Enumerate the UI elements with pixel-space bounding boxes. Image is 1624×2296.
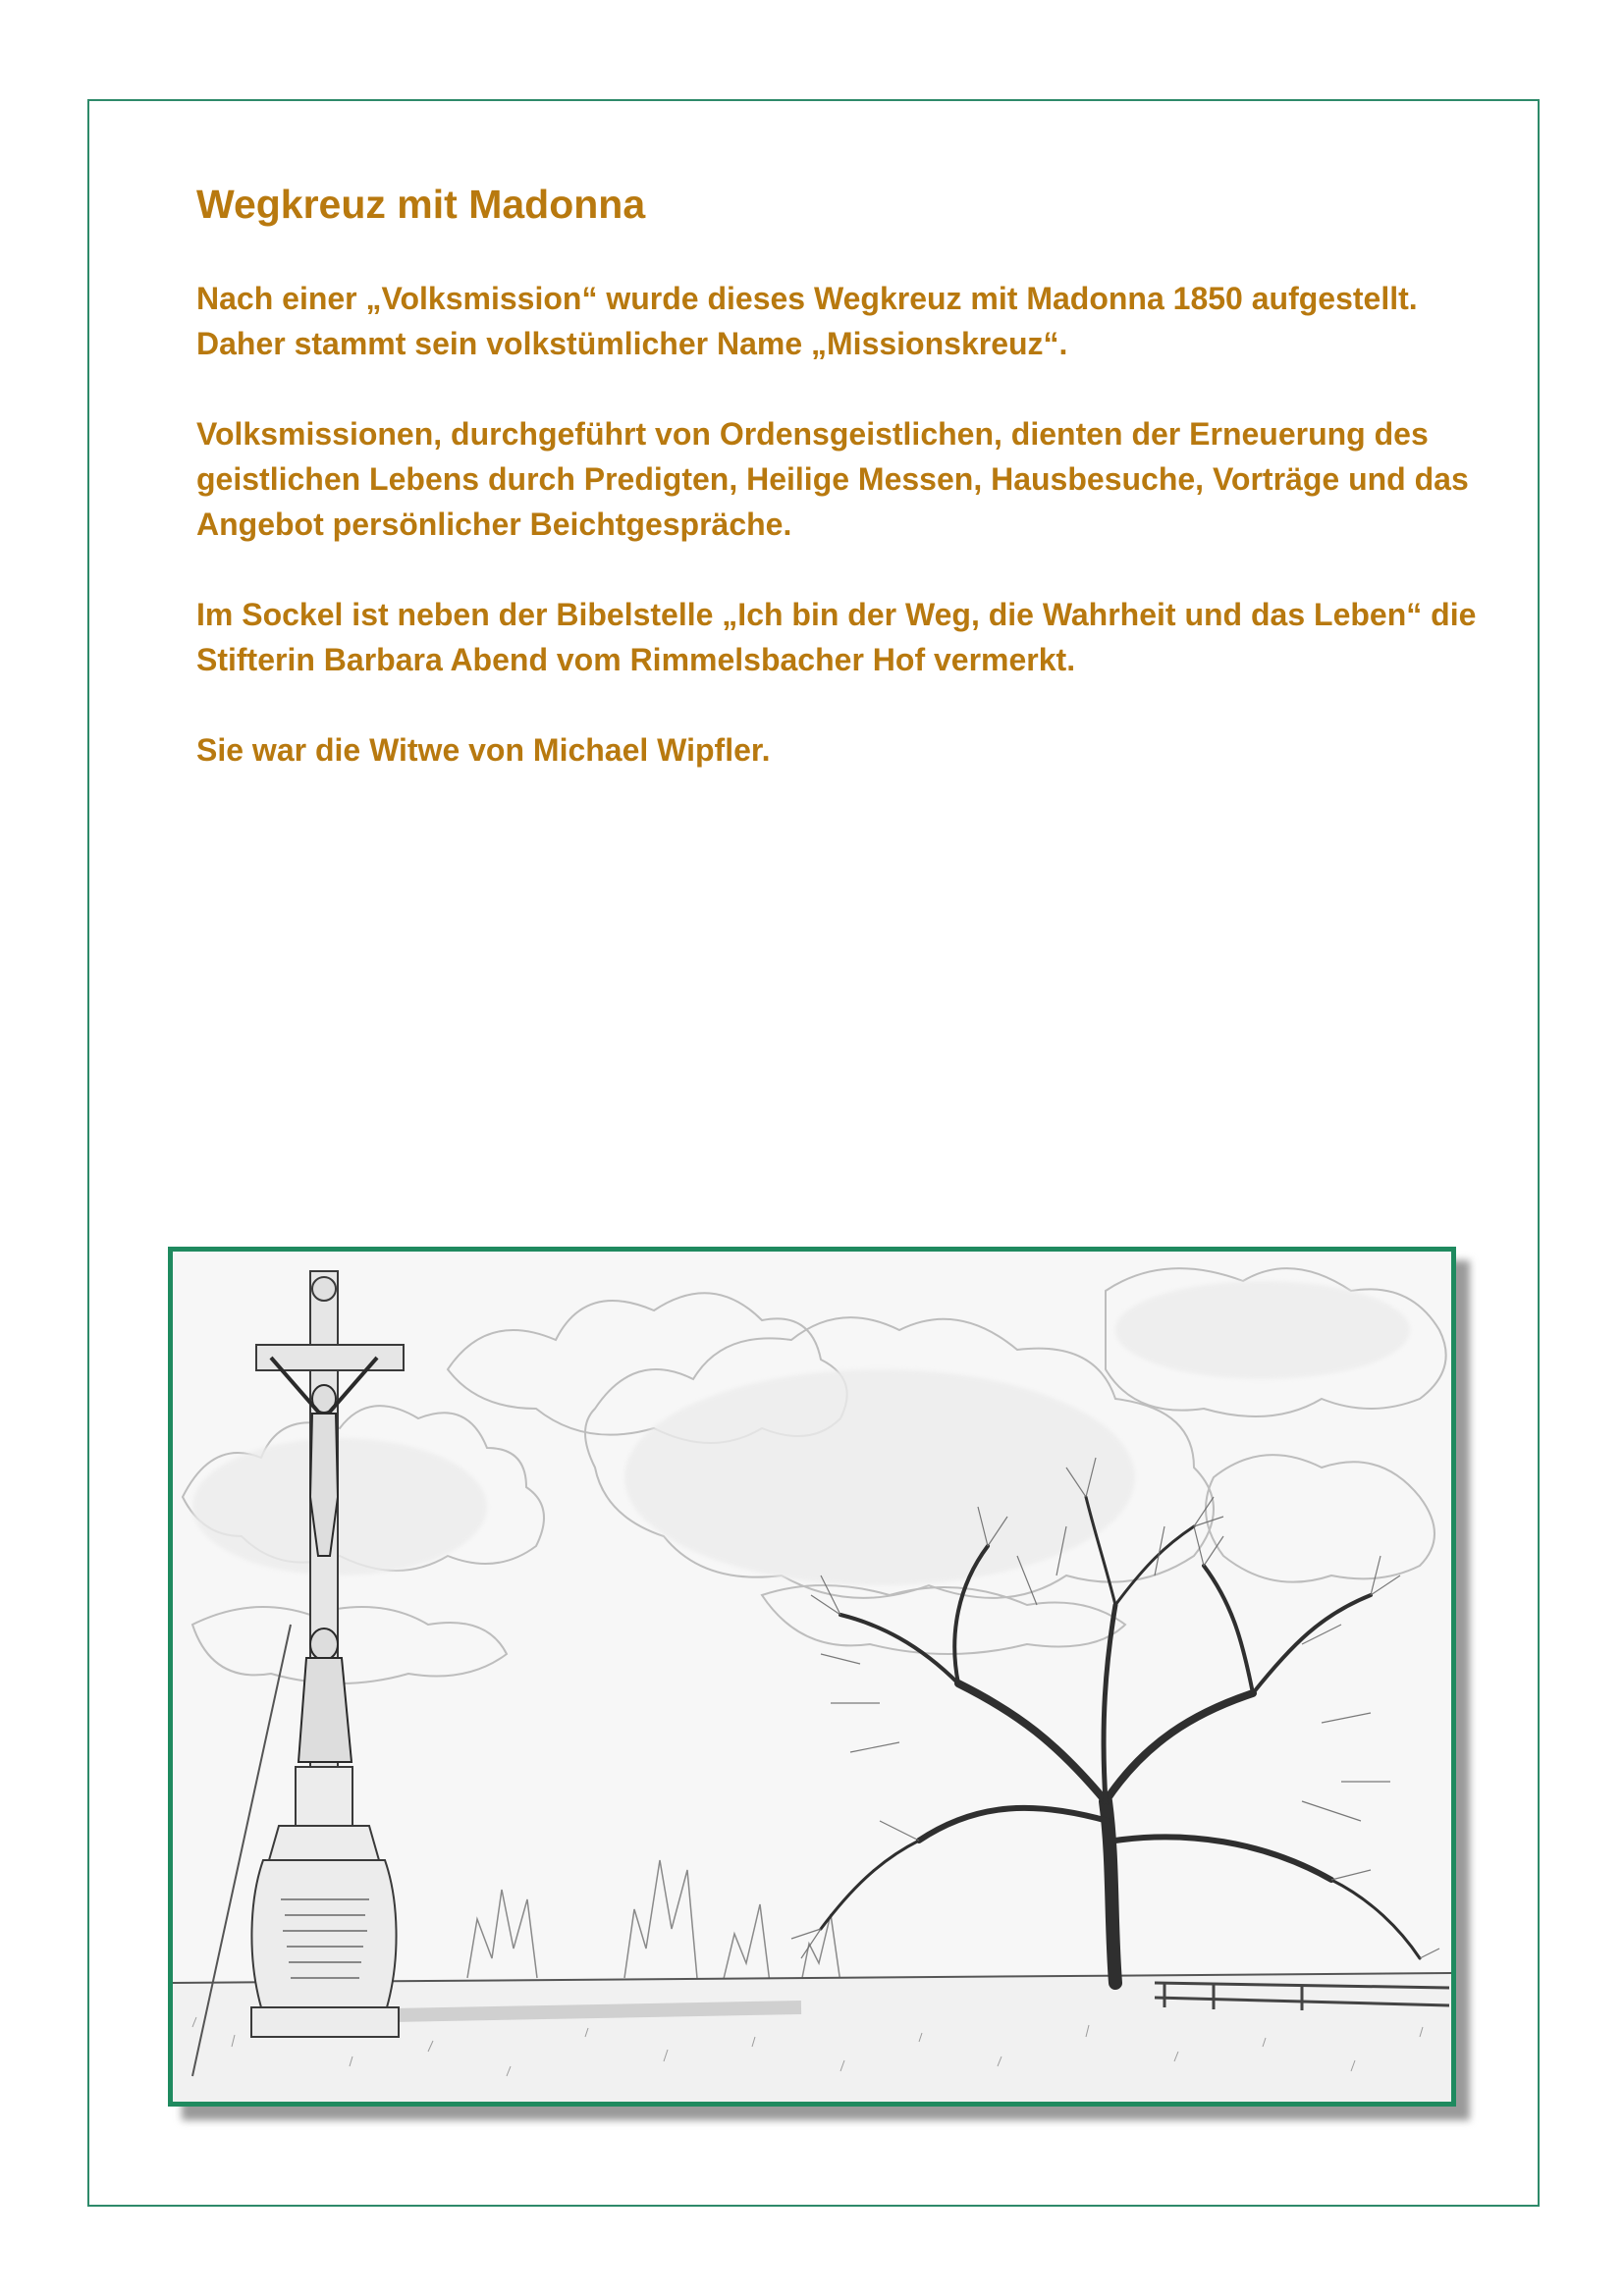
paragraph-1: Nach einer „Volksmission“ wurde dieses Wegkreuz mit Madonna 1850 aufgestellt. Daher stammt sein volkstümlicher Name „Missionskreuz“. xyxy=(196,281,1418,362)
page-title: Wegkreuz mit Madonna xyxy=(196,182,646,227)
document-body xyxy=(196,181,1492,818)
paragraph-3: Im Sockel ist neben der Bibelstelle „Ich bin der Weg, die Wahrheit und das Leben“ die Stifterin Barbara Abend vom Rimmelsbacher Hof vermerkt. xyxy=(196,597,1477,678)
wayside-cross-sketch-image xyxy=(168,1247,1456,2107)
photo-figure xyxy=(168,1247,1456,2107)
paragraph-4: Sie war die Witwe von Michael Wipfler. xyxy=(196,732,771,769)
paragraph-2: Volksmissionen, durchgeführt von Ordensgeistlichen, dienten der Erneuerung des geistlichen Lebens durch Predigten, Heilige Messen, Hausbesuche, Vorträge und das Angebot persönlicher Beichtgespräche. xyxy=(196,416,1469,543)
sketch-drawing xyxy=(173,1252,1451,2102)
